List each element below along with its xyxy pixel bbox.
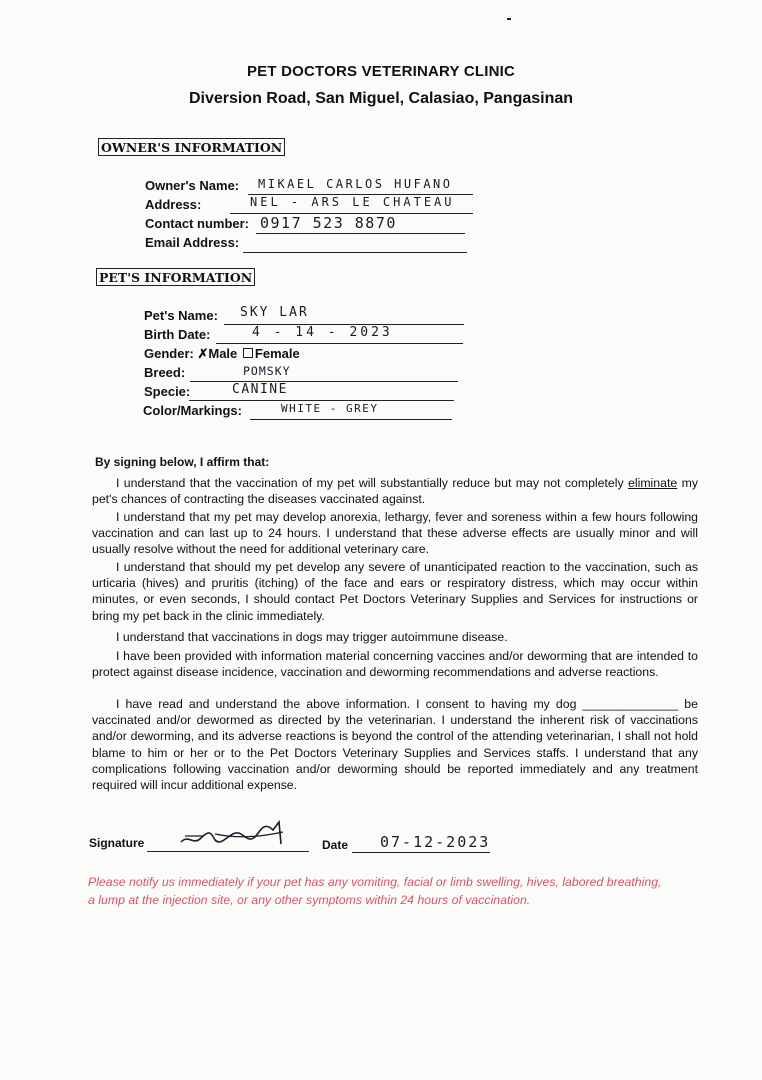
scan-speck (507, 18, 511, 20)
gender-row (144, 346, 300, 362)
email-label: Email Address: (145, 235, 240, 250)
contact-field[interactable]: 0917 523 8870 (260, 214, 397, 232)
female-option-label: Female (254, 346, 300, 361)
email-line (243, 252, 467, 253)
male-checkbox[interactable]: ✗ (197, 346, 209, 361)
contact-line (256, 233, 465, 234)
date-line (352, 852, 490, 853)
specie-field[interactable]: CANINE (232, 382, 288, 397)
pet-section-title: PET'S INFORMATION (96, 268, 255, 286)
notice-text: Please notify us immediately if your pet has any vomiting, facial or limb swelling, hives, labored breathing, a lump at the injection site, or any other symptoms within 24 hours of vaccination. (88, 875, 662, 907)
pet-name-field[interactable]: SKY LAR (240, 305, 309, 320)
female-checkbox[interactable] (243, 348, 253, 358)
affirm-paragraph-4: I understand that vaccinations in dogs may trigger autoimmune disease. (116, 630, 508, 644)
handwritten-signature[interactable] (175, 818, 295, 852)
color-markings-line (250, 419, 452, 420)
breed-line (190, 381, 458, 382)
address-field[interactable]: NEL - ARS LE CHATEAU (250, 195, 455, 209)
contact-label: Contact number: (145, 216, 249, 231)
owner-name-label: Owner's Name: (145, 178, 240, 193)
birth-date-label: Birth Date: (144, 327, 211, 342)
owner-name-field[interactable]: MIKAEL CARLOS HUFANO (258, 177, 453, 191)
breed-field[interactable]: POMSKY (243, 364, 291, 378)
date-label: Date (322, 838, 349, 852)
pet-name-label: Pet's Name: (144, 308, 218, 323)
birth-date-field[interactable]: 4 - 14 - 2023 (252, 325, 393, 340)
color-markings-label: Color/Markings: (143, 403, 242, 418)
male-option-label: Male (208, 346, 238, 361)
affirm-heading: By signing below, I affirm that: (95, 455, 270, 469)
affirm-paragraph-6: I have read and understand the above information. I consent to having my dog ______________ be vaccinated and/or dewormed as directed by the veterinarian. I understand the inherent risk of vaccinations and/or deworming, and its adverse reactions is beyond the control of the attending veterinarian, I shall not hold blame to him or her or to the Pet Doctors Veterinary Supplies and Services staffs. I understand that any complications following vaccination and/or deworming should be reported immediately and any treatment required will incur additional expense. (92, 697, 698, 793)
affirm-paragraph-3: I understand that should my pet develop any severe of unanticipated reaction to the vaccination, such as urticaria (hives) and pruritis (itching) of the face and ears or respiratory distress, which may occur within minutes, or even seconds, I should contact Pet Doctors Veterinary Supplies and Services for instructions or bring my pet back in the clinic immediately. (92, 560, 698, 623)
signature-label: Signature (89, 836, 145, 850)
breed-label: Breed: (144, 365, 186, 380)
color-markings-field[interactable]: WHITE - GREY (281, 402, 379, 415)
address-label: Address: (145, 197, 202, 212)
affirm-paragraph-2: I understand that my pet may develop anorexia, lethargy, fever and soreness within a few hours following vaccination and can last up to 24 hours. I understand that these adverse effects are usually minor and will usually resolve without the need for additional veterinary care. (92, 510, 698, 557)
clinic-name: PET DOCTORS VETERINARY CLINIC (246, 63, 516, 80)
specie-line (189, 400, 454, 401)
affirm-paragraph-5: I have been provided with information material concerning vaccines and/or deworming that are intended to protect against disease incidence, vaccination and deworming recommendations and adverse reactions. (92, 649, 698, 680)
specie-label: Specie: (144, 384, 191, 399)
affirm-paragraph-1: I understand that the vaccination of my pet will substantially reduce but may not completely eliminate my pet's chances of contracting the diseases vaccinated against. (92, 476, 699, 507)
birth-date-line (216, 343, 463, 344)
date-field[interactable]: 07-12-2023 (380, 833, 491, 851)
owner-section-title: OWNER'S INFORMATION (98, 138, 285, 156)
clinic-address: Diversion Road, San Miguel, Calasiao, Pangasinan (188, 90, 574, 107)
gender-label: Gender: (144, 346, 194, 361)
